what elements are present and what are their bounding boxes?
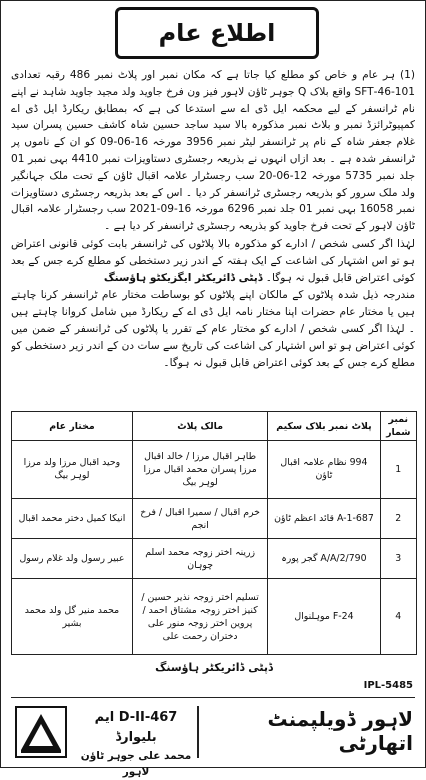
cell-owner: زرینہ اختر زوجہ محمد اسلم چوہان: [132, 539, 267, 579]
cell-plot: 687-A-1 قائد اعظم ٹاؤن: [268, 498, 380, 538]
cell-attorney: محمد منیر گل ولد محمد بشیر: [12, 579, 133, 655]
notice-title-box: [115, 7, 319, 59]
paragraph-3: مندرجہ ذیل شدہ پلاٹوں کے مالکان اپنے پلاٹوں کو بوساطت مختار عام ٹرانسفر کرنا چاہتے ہیں یا مختار عام حضرات اپنا مختار نامہ ایل ڈی اے کے ریکارڈ میں شامل کروانا چاہتے ہیں ۔ لہٰذا اگر کسی شخص / ادارے کو مختار عام کے تقرر یا پلاٹوں کی ٹرانسفر کے ضمن میں کوئی اعتراض ہو تو اس اشتہار کی اشاعت کی تاریخ سے سات دن کے اندر زیر دستخطی کو مطلع کرے جس کے بعد کوئی اعتراض قابل قبول نہ ہوگا۔: [11, 289, 415, 369]
footer-divider: [197, 706, 199, 758]
cell-plot: 994 نظام علامہ اقبال ٹاؤن: [268, 441, 380, 499]
cell-serial: 3: [380, 539, 416, 579]
address-line-1: 467-D-II ایم بلیوارڈ: [94, 710, 178, 745]
table-row: [12, 579, 417, 655]
address-block: [77, 708, 195, 780]
table-row: [12, 498, 417, 538]
attorney-table: [11, 411, 417, 655]
cell-attorney: وحید اقبال مرزا ولد مرزا لوہر بیگ: [12, 441, 133, 499]
paragraph-2-text: لہٰذا اگر کسی شخص / ادارے کو مذکورہ بالا پلاٹوں کی ٹرانسفر بابت کوئی قانونی اعتراض ہو تو اس اشتہار کی اشاعت کے ایک ہفتہ کے اندر زیر دستخطی کو مطلع کرے جس کے بعد کوئی اعتراض قابل قبول نہ ہوگا۔: [11, 237, 415, 284]
table-row: [12, 539, 417, 579]
cell-owner: تسلیم اختر زوجہ نذیر حسین / کنیز اختر زوجہ مشتاق احمد / پروین اختر زوجہ منور علی دختران رحمت علی: [132, 579, 267, 655]
cell-plot: 790/A/A/2 گجر پورہ: [268, 539, 380, 579]
cell-serial: 2: [380, 498, 416, 538]
cell-plot: 24-F موہلنوال: [268, 579, 380, 655]
signature-block: ڈپٹی ڈائریکٹر ہاؤسنگ: [155, 661, 273, 674]
cell-serial: 1: [380, 441, 416, 499]
header-attorney: مختار عام: [12, 412, 133, 441]
paragraph-2: [11, 236, 415, 286]
cell-serial: 4: [380, 579, 416, 655]
cell-owner: خرم اقبال / سمیرا اقبال / فرخ انجم: [132, 498, 267, 538]
header-plot: پلاٹ نمبر بلاک سکیم: [268, 412, 380, 441]
authority-name: لاہور ڈویلپمنٹ اتھارٹی: [267, 707, 413, 755]
header-owner: مالک پلاٹ: [132, 412, 267, 441]
paragraph-1: (1) ہر عام و خاص کو مطلع کیا جاتا ہے کہ مکان نمبر اور پلاٹ نمبر 486 رقبہ تعدادی 101-46-SFT واقع بلاک Q جوہر ٹاؤن لاہور فیز ون فرخ جاوید ولد مجید جاوید شاہد نے اپنے نام ٹرانسفر کے لیے محکمہ ایل ڈی اے سے استدعا کی ہے کہ بمطابق ریکارڈ ایل ڈی اے کمپیوٹرائزڈ نمبر و بلاٹ نمبر مذکورہ بالا سید ساجد حسین شاہ کاشف حسین پسران سید غلام جعفر شاہ کے نام پر ٹرانسفر لیٹر نمبر 3956 مورخہ 16-06-09 کو ان کے ناموں پر ٹرانسفر شدہ ہے ۔ بعد ازاں انہوں نے بذریعہ رجسٹری دستاویزات نمبر 4410 بہی نمبر 01 جلد نمبر 5735 مورخہ 12-06-20 سب رجسٹرار علامہ اقبال ٹاؤن کے تحت ملک جہانگیر ولد ملک سرور کو بذریعہ رجسٹری ٹرانسفر کر دیا ۔ اس کے بعد بذریعہ رجسٹری دستاویزات نمبر 16058 بہی نمبر 01 جلد نمبر 6296 مورخہ 16-09-2021 سب رجسٹرار علامہ اقبال ٹاؤن لاہور کے تحت فرخ جاوید کو بذریعہ رجسٹری ٹرانسفر کر دیا ہے ۔: [11, 69, 415, 233]
inline-signature: ڈپٹی ڈائریکٹر ایگزیکٹو ہاؤسنگ: [103, 271, 263, 284]
address-line-2: محمد علی جوہر ٹاؤن لاہور: [80, 750, 192, 778]
header-serial: نمبر شمار: [380, 412, 416, 441]
notice-body: [11, 67, 415, 411]
notice-title: اطلاع عام: [158, 19, 276, 47]
lda-logo-icon: [15, 706, 67, 758]
footer: [11, 680, 415, 778]
table-header-row: [12, 412, 417, 441]
cell-owner: طاہر اقبال مرزا / خالد اقبال مرزا پسران محمد اقبال مرزا لوہر بیگ: [132, 441, 267, 499]
ipl-code: IPL-5485: [363, 680, 413, 691]
table-row: [12, 441, 417, 499]
cell-attorney: عبیر رسول ولد غلام رسول: [12, 539, 133, 579]
cell-attorney: انیکا کمیل دختر محمد اقبال: [12, 498, 133, 538]
